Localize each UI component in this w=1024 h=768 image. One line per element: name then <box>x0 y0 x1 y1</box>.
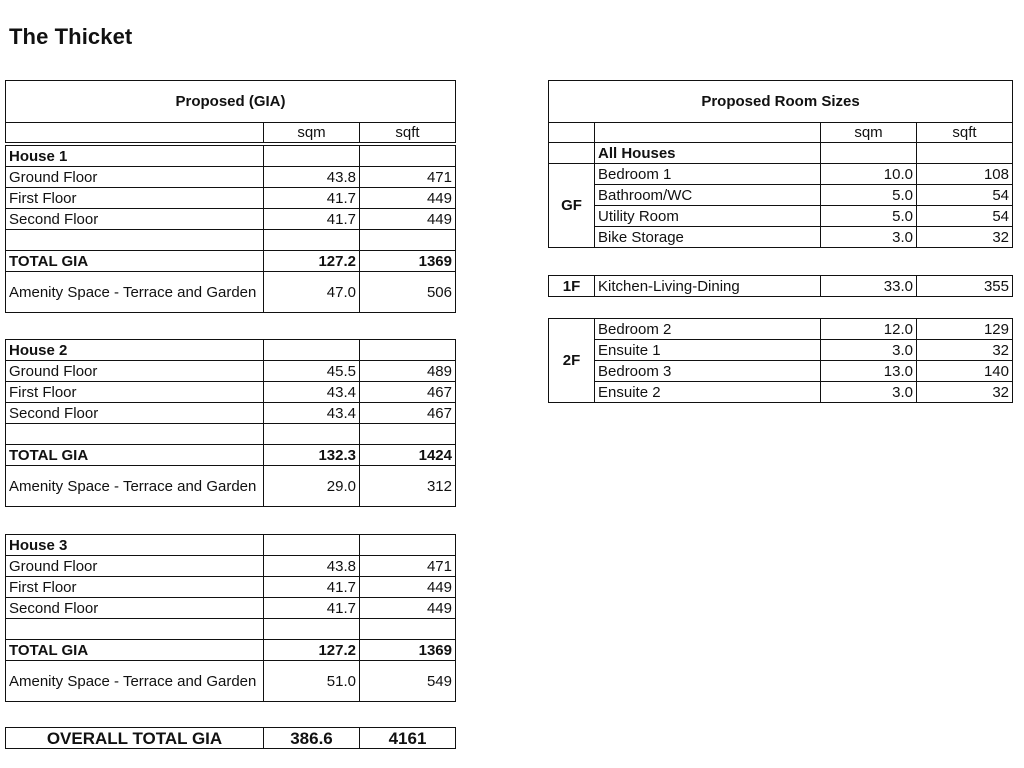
room-sqm: 5.0 <box>821 206 917 227</box>
total-sqm: 127.2 <box>264 251 360 272</box>
room-sqm: 3.0 <box>821 382 917 403</box>
room-label: Bedroom 2 <box>595 319 821 340</box>
floor-2f-label: 2F <box>549 319 595 403</box>
amenity-sqft: 549 <box>360 661 456 702</box>
floor-sqm: 45.5 <box>264 361 360 382</box>
floor-sqft: 449 <box>360 598 456 619</box>
total-label: TOTAL GIA <box>6 640 264 661</box>
floor-sqm: 41.7 <box>264 209 360 230</box>
gia-header-table <box>5 80 456 143</box>
total-sqft: 1369 <box>360 640 456 661</box>
floor-label: Second Floor <box>6 209 264 230</box>
room-sqft: 54 <box>917 206 1013 227</box>
floor-label: Ground Floor <box>6 556 264 577</box>
house-2-table <box>5 339 456 507</box>
rooms-1f-table <box>548 275 1013 297</box>
room-label: Bedroom 1 <box>595 164 821 185</box>
gia-heading: Proposed (GIA) <box>6 81 456 123</box>
amenity-sqm: 47.0 <box>264 272 360 313</box>
house-name: House 2 <box>6 340 264 361</box>
room-sqft: 32 <box>917 227 1013 248</box>
rooms-2f-table <box>548 318 1013 403</box>
total-sqm: 132.3 <box>264 445 360 466</box>
room-label: Kitchen-Living-Dining <box>595 276 821 297</box>
room-label: Bedroom 3 <box>595 361 821 382</box>
room-sqft: 355 <box>917 276 1013 297</box>
floor-sqft: 449 <box>360 209 456 230</box>
floor-label: Second Floor <box>6 403 264 424</box>
floor-sqm: 43.4 <box>264 403 360 424</box>
floor-label: Second Floor <box>6 598 264 619</box>
page-title: The Thicket <box>9 24 133 49</box>
room-sqft: 140 <box>917 361 1013 382</box>
room-sqm: 3.0 <box>821 340 917 361</box>
floor-gf-label: GF <box>549 164 595 248</box>
amenity-label: Amenity Space - Terrace and Garden <box>6 661 264 702</box>
floor-sqm: 41.7 <box>264 598 360 619</box>
room-sqft: 54 <box>917 185 1013 206</box>
rooms-unit-sqm: sqm <box>821 123 917 143</box>
total-sqft: 1424 <box>360 445 456 466</box>
house-3-table <box>5 534 456 702</box>
floor-sqm: 41.7 <box>264 188 360 209</box>
rooms-unit-sqft: sqft <box>917 123 1013 143</box>
rooms-unit-blank <box>595 123 821 143</box>
room-sqm: 13.0 <box>821 361 917 382</box>
blank-cell <box>6 619 264 640</box>
rooms-table <box>548 80 1013 248</box>
floor-sqm: 43.8 <box>264 167 360 188</box>
floor-sqm: 43.8 <box>264 556 360 577</box>
room-label: Ensuite 1 <box>595 340 821 361</box>
floor-sqft: 449 <box>360 188 456 209</box>
all-houses-label: All Houses <box>595 143 821 164</box>
amenity-sqft: 312 <box>360 466 456 507</box>
room-label: Bathroom/WC <box>595 185 821 206</box>
gia-unit-blank <box>6 123 264 143</box>
total-label: TOTAL GIA <box>6 445 264 466</box>
room-label: Utility Room <box>595 206 821 227</box>
room-sqft: 32 <box>917 382 1013 403</box>
floor-sqm: 41.7 <box>264 577 360 598</box>
floor-label: First Floor <box>6 382 264 403</box>
rooms-unit-blank <box>549 123 595 143</box>
room-sqft: 32 <box>917 340 1013 361</box>
floor-sqft: 489 <box>360 361 456 382</box>
room-sqm: 10.0 <box>821 164 917 185</box>
room-sqm: 12.0 <box>821 319 917 340</box>
house-name: House 1 <box>6 146 264 167</box>
gia-unit-sqft: sqft <box>360 123 456 143</box>
room-sqm: 33.0 <box>821 276 917 297</box>
floor-label: First Floor <box>6 577 264 598</box>
floor-sqft: 471 <box>360 556 456 577</box>
room-sqm: 3.0 <box>821 227 917 248</box>
total-sqm: 127.2 <box>264 640 360 661</box>
room-sqm: 5.0 <box>821 185 917 206</box>
total-label: TOTAL GIA <box>6 251 264 272</box>
amenity-label: Amenity Space - Terrace and Garden <box>6 272 264 313</box>
amenity-label: Amenity Space - Terrace and Garden <box>6 466 264 507</box>
room-sqft: 108 <box>917 164 1013 185</box>
amenity-sqft: 506 <box>360 272 456 313</box>
overall-total-label: OVERALL TOTAL GIA <box>6 728 264 749</box>
house-1-table <box>5 145 456 313</box>
floor-sqm: 43.4 <box>264 382 360 403</box>
overall-total-sqft: 4161 <box>360 728 456 749</box>
gia-unit-sqm: sqm <box>264 123 360 143</box>
floor-sqft: 467 <box>360 403 456 424</box>
floor-sqft: 467 <box>360 382 456 403</box>
house-name: House 3 <box>6 535 264 556</box>
blank-cell <box>6 230 264 251</box>
overall-total-table <box>5 727 456 749</box>
room-sqft: 129 <box>917 319 1013 340</box>
floor-label: Ground Floor <box>6 167 264 188</box>
floor-label: First Floor <box>6 188 264 209</box>
floor-1f-label: 1F <box>549 276 595 297</box>
rooms-heading: Proposed Room Sizes <box>549 81 1013 123</box>
blank-cell <box>6 424 264 445</box>
amenity-sqm: 51.0 <box>264 661 360 702</box>
floor-sqft: 449 <box>360 577 456 598</box>
amenity-sqm: 29.0 <box>264 466 360 507</box>
room-label: Bike Storage <box>595 227 821 248</box>
floor-label: Ground Floor <box>6 361 264 382</box>
floor-sqft: 471 <box>360 167 456 188</box>
total-sqft: 1369 <box>360 251 456 272</box>
room-label: Ensuite 2 <box>595 382 821 403</box>
overall-total-sqm: 386.6 <box>264 728 360 749</box>
